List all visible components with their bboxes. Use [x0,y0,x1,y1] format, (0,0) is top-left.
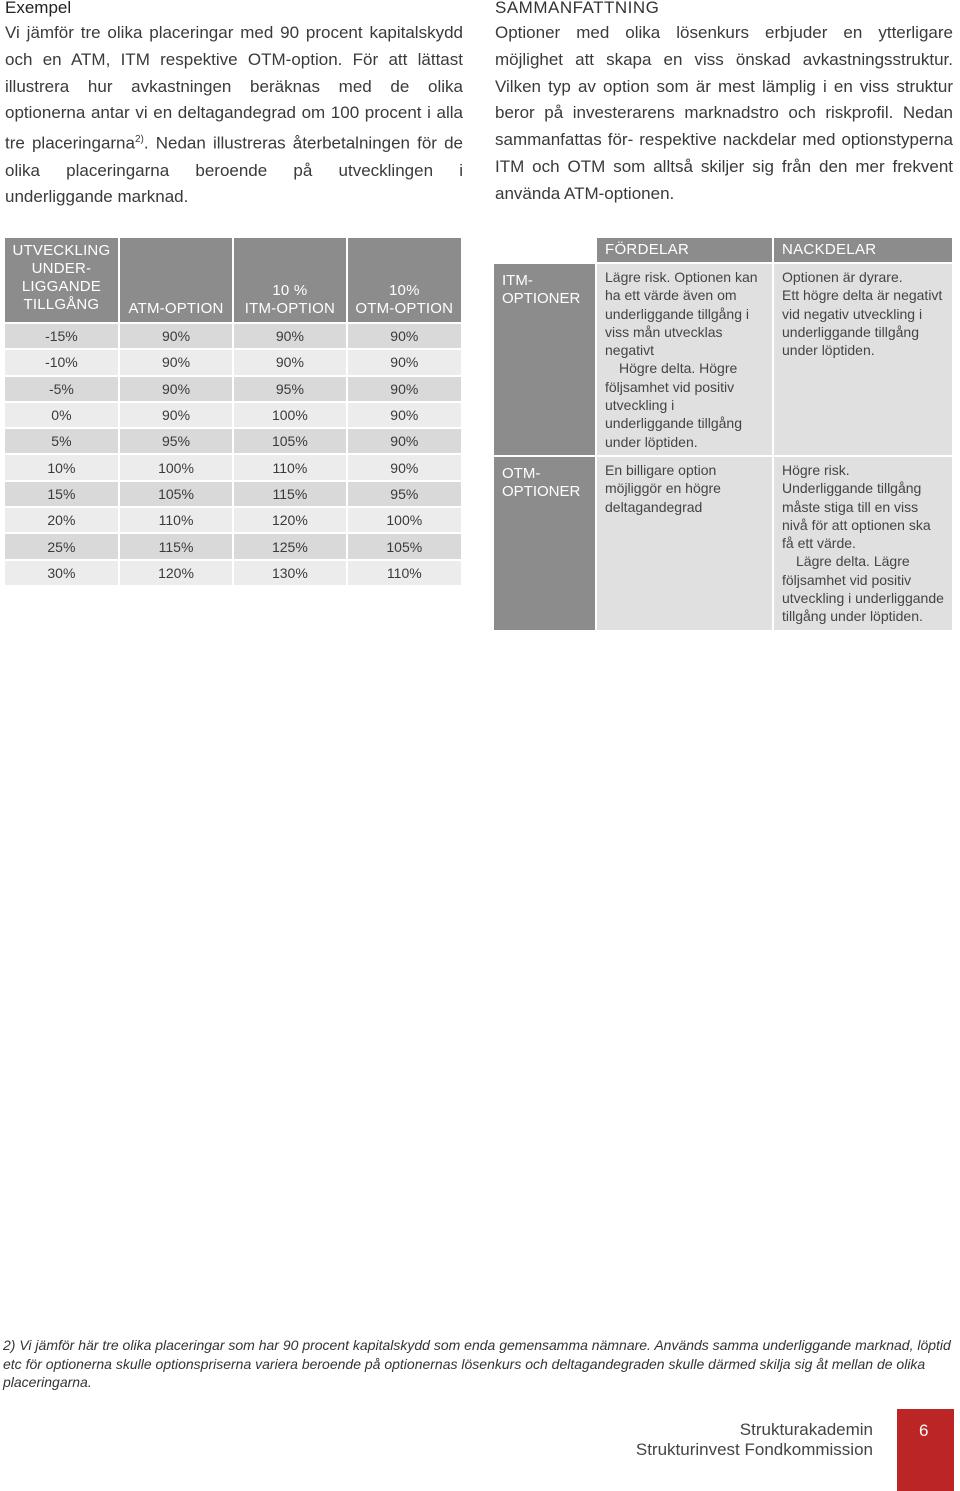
header-line: ATM-OPTION [128,300,224,317]
table-cell: 0% [5,403,118,427]
right-column [495,0,953,208]
table-cell: 100% [348,508,461,532]
header-nackdelar: NACKDELAR [774,238,952,262]
table-cell: 100% [120,455,232,479]
table-cell: 115% [120,534,232,558]
table-cell: 105% [348,534,461,558]
row-label-line: OPTIONER [502,482,581,500]
table-cell: 110% [120,508,232,532]
itm-cons [774,264,952,455]
footer-line-strukturinvest: Strukturinvest Fondkommission [635,1440,873,1459]
table-cell: 20% [5,508,118,532]
header-otm [348,238,461,322]
itm-pros-risk: Lägre risk. Optionen kan ha ett värde även om underliggande tillgång i viss mån utvecklas negativt [605,269,758,359]
table-cell: 120% [234,508,345,532]
header-line: UNDER- [31,260,92,277]
otm-label [494,457,595,630]
table-row [5,377,461,401]
table-cell: 90% [348,403,461,427]
otm-cons [774,457,952,630]
table-row [5,429,461,453]
table-cell: 120% [120,561,232,585]
footnote-ref[interactable]: 2) [134,134,144,146]
table-row [5,482,461,506]
row-label-line: OTM- [502,464,541,482]
table-cell: 95% [348,482,461,506]
header-line: 10 % [272,282,308,299]
table-row [5,324,461,348]
table-cell: 90% [120,350,232,374]
table-cell: 90% [234,350,345,374]
header-fordelar: FÖRDELAR [597,238,772,262]
table-cell: 90% [120,403,232,427]
table-cell: -15% [5,324,118,348]
table-cell: 90% [348,455,461,479]
header-line: ITM-OPTION [244,300,336,317]
exempel-paragraph [5,20,463,211]
otm-row [494,457,952,630]
table-cell: 105% [120,482,232,506]
table-cell: 5% [5,429,118,453]
itm-pros [597,264,772,455]
itm-cons-delta: Ett högre delta är negativt vid negativ utveckling i underliggande tillgång under löptiden. [782,287,943,359]
table-cell: 90% [120,377,232,401]
itm-row [494,264,952,455]
header-itm [234,238,345,322]
section-heading-exempel: Exempel [5,0,72,17]
table-cell: 90% [120,324,232,348]
row-label-line: OPTIONER [502,290,581,307]
table-cell: -5% [5,377,118,401]
footer-line-strukturakademin: Strukturakademin [739,1420,873,1439]
table-cell: 90% [234,324,345,348]
table-cell: 95% [120,429,232,453]
left-column [5,0,463,211]
table-row [5,455,461,479]
table-cell: 15% [5,482,118,506]
header-atm [120,238,232,322]
header-blank [494,238,595,262]
itm-pros-delta: Högre delta. Högre följsamhet vid positiv utveckling i underliggande tillgång under löptiden. [605,360,742,450]
footnote: 2) Vi jämför här tre olika placeringar som har 90 procent kapitalskydd som enda gemensamma nämnare. Används samma underliggande marknad, löptid etc för optionerna skulle optionspriserna variera beroende på optionernas lösenkurs och deltagandegraden skulle därmed skilja sig åt mellan de olika placeringarna. [3,1337,951,1390]
sammanfattning-paragraph: Optioner med olika lösenkurs erbjuder en ytterligare möjlighet att skapa en viss önskad avkastningsstruktur. Vilken typ av option som är mest lämplig i en viss struktur beror på investerarens marknadstro och riskprofil. Nedan sammanfattas för- respektive nackdelar med optionstyperna ITM och OTM som alltså skiljer sig från den mer frekvent använda ATM-optionen. [495,23,953,203]
page-number: 6 [897,1409,954,1491]
header-line: TILLGÅNG [23,296,100,313]
table-row [5,350,461,374]
table-cell: 110% [234,455,345,479]
otm-pros-cheaper: En billigare option möjliggör en högre deltagandegrad [605,461,721,515]
table-cell: 130% [234,561,345,585]
table-cell: 30% [5,561,118,585]
otm-cons-risk: Högre risk. Underliggande tillgång måste stiga till en viss nivå för att optionen ska få ett värde. [782,461,931,552]
itm-cons-price: Optionen är dyrare. [782,269,903,285]
table-cell: 90% [348,324,461,348]
header-line: LIGGANDE [21,278,101,295]
table-cell: 90% [348,377,461,401]
table-cell: 105% [234,429,345,453]
itm-label [494,264,595,455]
section-heading-sammanfattning: SAMMANFATTNING [495,0,660,17]
pros-cons-header [494,238,952,262]
table-row [5,534,461,558]
pros-cons-table [492,236,954,632]
otm-cons-delta: Lägre delta. Lägre följsamhet vid positiv utveckling i underliggande tillgång under löptiden. [782,553,944,625]
footer-brand [636,1420,873,1460]
header-line: 10% [388,282,420,299]
table-cell: 100% [234,403,345,427]
table-cell: 25% [5,534,118,558]
table-row [5,561,461,585]
header-utveckling [5,238,118,322]
table-cell: 10% [5,455,118,479]
table-cell: 115% [234,482,345,506]
table-row [5,403,461,427]
exempel-text-tail: . Nedan illustreras återbetalningen för de olika placeringarna beroende på utvecklingen i underliggande marknad. [5,133,463,207]
table-cell: -10% [5,350,118,374]
table-cell: 95% [234,377,345,401]
table-cell: 90% [348,429,461,453]
table-cell: 110% [348,561,461,585]
header-line: OTM-OPTION [355,300,454,317]
otm-pros [597,457,772,630]
table-cell: 125% [234,534,345,558]
header-line: UTVECKLING [12,242,111,259]
returns-table-header [5,238,461,322]
returns-table [3,236,463,587]
table-cell: 90% [348,350,461,374]
table-row [5,508,461,532]
row-label-line: ITM- [502,272,533,289]
exempel-text: Vi jämför tre olika placeringar med 90 procent kapitalskydd och en ATM, ITM respektive OTM-option. För att lättast illustrera hur avkastningen beräknas med de olika optionerna antar vi en deltagandegrad om 100 procent i alla tre placeringarna [5,23,463,153]
